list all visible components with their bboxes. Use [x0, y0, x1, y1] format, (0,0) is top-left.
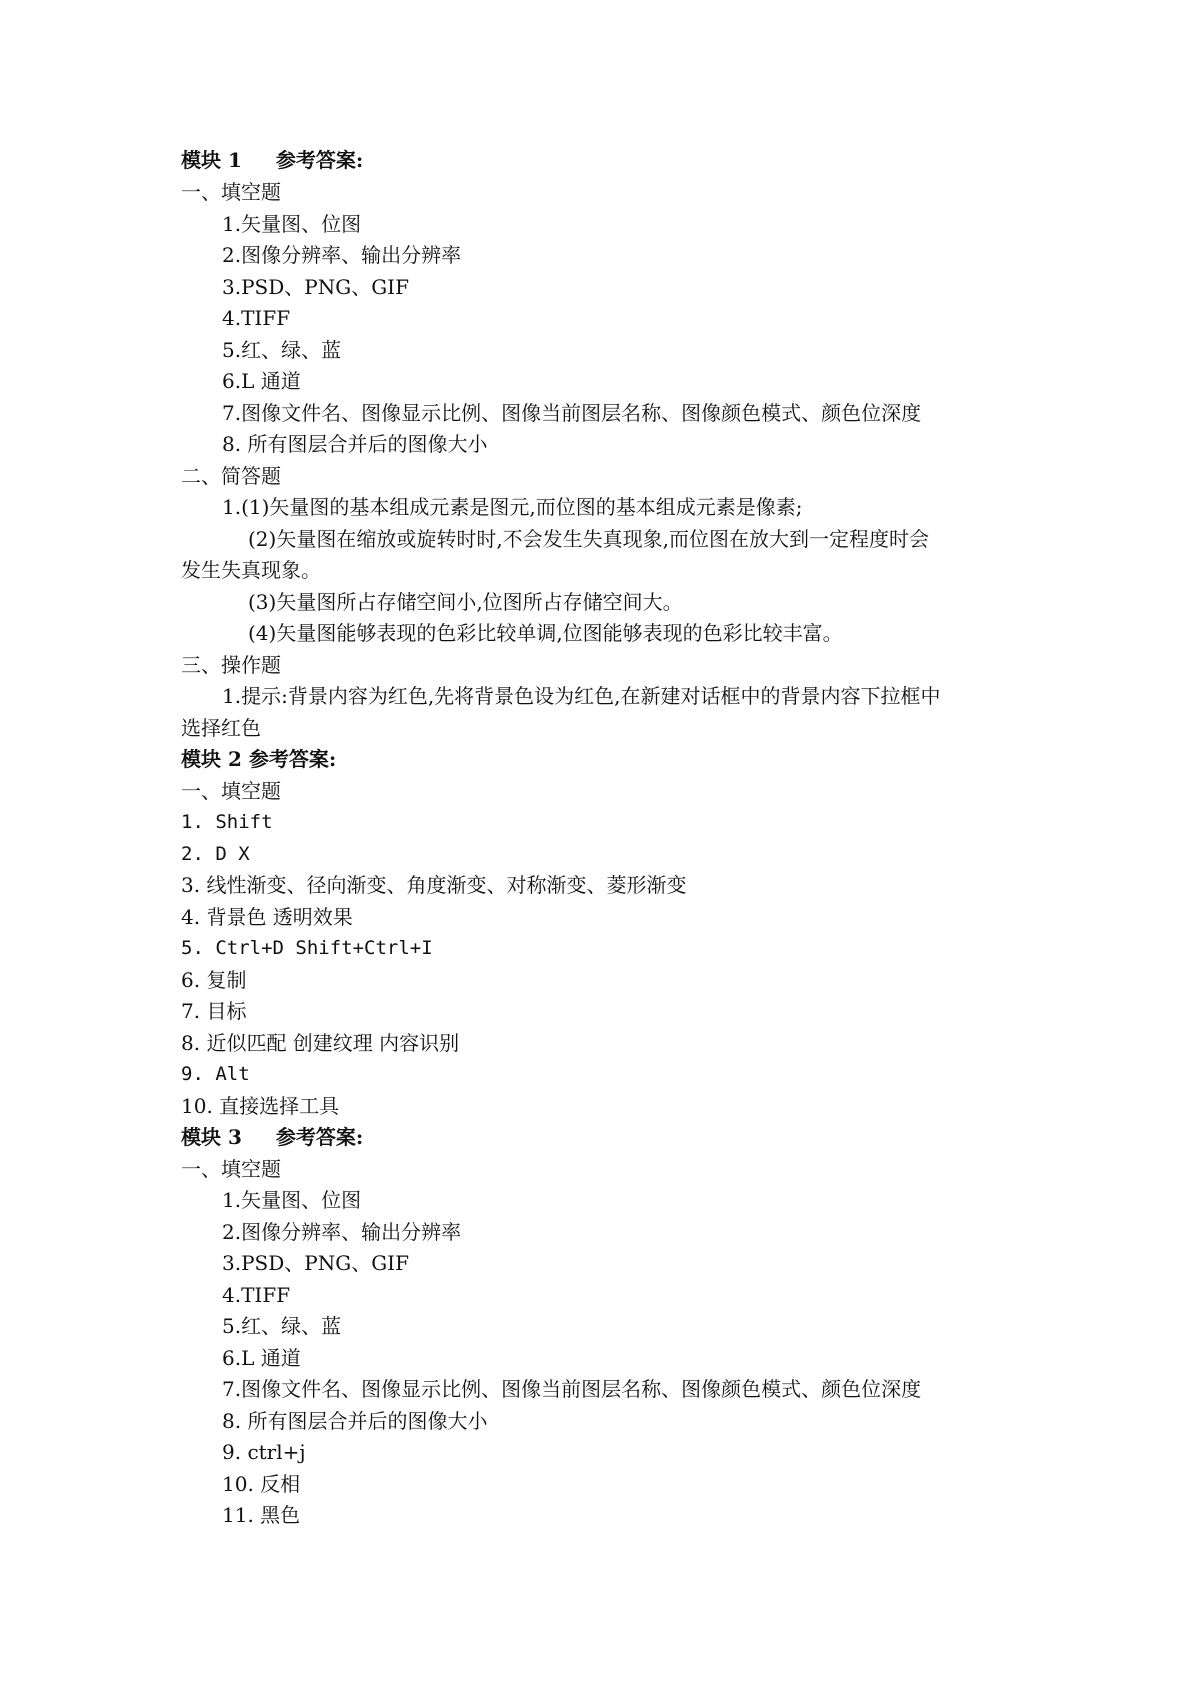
module-2-item: 8. 近似匹配 创建纹理 内容识别: [181, 1031, 460, 1055]
module-3-fill-item: 5.红、绿、蓝: [222, 1314, 342, 1338]
module-2-item: 4. 背景色 透明效果: [181, 905, 353, 929]
module-1-heading: [181, 146, 363, 174]
module-2-item: 2. D X: [181, 843, 250, 865]
module-2-item: 10. 直接选择工具: [181, 1094, 340, 1118]
module-1-title: 模块 1: [181, 148, 242, 172]
module-1-short-item: 1.(1)矢量图的基本组成元素是图元,而位图的基本组成元素是像素;: [222, 495, 803, 519]
module-1-short-item: (4)矢量图能够表现的色彩比较单调,位图能够表现的色彩比较丰富。: [248, 621, 843, 645]
module-3-fill-item: 10. 反相: [222, 1472, 301, 1496]
module-3-title: 模块 3: [181, 1125, 242, 1149]
module-2-item: 5. Ctrl+D Shift+Ctrl+I: [181, 937, 433, 959]
module-2-item: 3. 线性渐变、径向渐变、角度渐变、对称渐变、菱形渐变: [181, 873, 687, 897]
module-3-fill-item: 2.图像分辨率、输出分辨率: [222, 1220, 462, 1244]
module-3-fill-item: 6.L 通道: [222, 1346, 301, 1370]
module-3-heading: [181, 1123, 363, 1151]
module-2-item: 1. Shift: [181, 811, 273, 833]
module-3-answer-label: 参考答案:: [275, 1125, 364, 1149]
module-2-item: 9. Alt: [181, 1063, 250, 1085]
module-1-operation-item: 1.提示:背景内容为红色,先将背景色设为红色,在新建对话框中的背景内容下拉框中: [222, 684, 941, 708]
module-1-fill-item: 4.TIFF: [222, 306, 291, 330]
module-3-section-fill: 一、填空题: [181, 1157, 281, 1181]
module-2-item: 7. 目标: [181, 999, 247, 1023]
module-3-fill-item: 3.PSD、PNG、GIF: [222, 1251, 409, 1275]
module-1-fill-item: 1.矢量图、位图: [222, 212, 362, 236]
module-1-fill-item: 3.PSD、PNG、GIF: [222, 275, 409, 299]
module-1-short-item: 发生失真现象。: [181, 558, 321, 582]
module-1-section-operation: 三、操作题: [181, 653, 281, 677]
module-1-operation-item: 选择红色: [181, 716, 261, 740]
module-1-fill-item: 6.L 通道: [222, 369, 301, 393]
module-3-fill-item: 8. 所有图层合并后的图像大小: [222, 1409, 488, 1433]
module-1-answer-label: 参考答案:: [275, 148, 364, 172]
module-1-section-fill: 一、填空题: [181, 180, 281, 204]
module-1-short-item: (3)矢量图所占存储空间小,位图所占存储空间大。: [248, 590, 683, 614]
module-2-item: 6. 复制: [181, 968, 247, 992]
module-1-fill-item: 8. 所有图层合并后的图像大小: [222, 432, 488, 456]
module-3-fill-item: 7.图像文件名、图像显示比例、图像当前图层名称、图像颜色模式、颜色位深度: [222, 1377, 922, 1401]
module-3-fill-item: 4.TIFF: [222, 1283, 291, 1307]
module-2-heading: 模块 2 参考答案:: [181, 747, 337, 771]
module-1-section-short: 二、简答题: [181, 464, 281, 488]
module-1-short-item: (2)矢量图在缩放或旋转时时,不会发生失真现象,而位图在放大到一定程度时会: [248, 527, 930, 551]
module-2-section-fill: 一、填空题: [181, 779, 281, 803]
module-3-fill-item: 1.矢量图、位图: [222, 1188, 362, 1212]
module-3-fill-item: 9. ctrl+j: [222, 1440, 306, 1464]
module-1-fill-item: 7.图像文件名、图像显示比例、图像当前图层名称、图像颜色模式、颜色位深度: [222, 401, 922, 425]
module-1-fill-item: 2.图像分辨率、输出分辨率: [222, 243, 462, 267]
module-3-fill-item: 11. 黑色: [222, 1503, 301, 1527]
module-1-fill-item: 5.红、绿、蓝: [222, 338, 342, 362]
